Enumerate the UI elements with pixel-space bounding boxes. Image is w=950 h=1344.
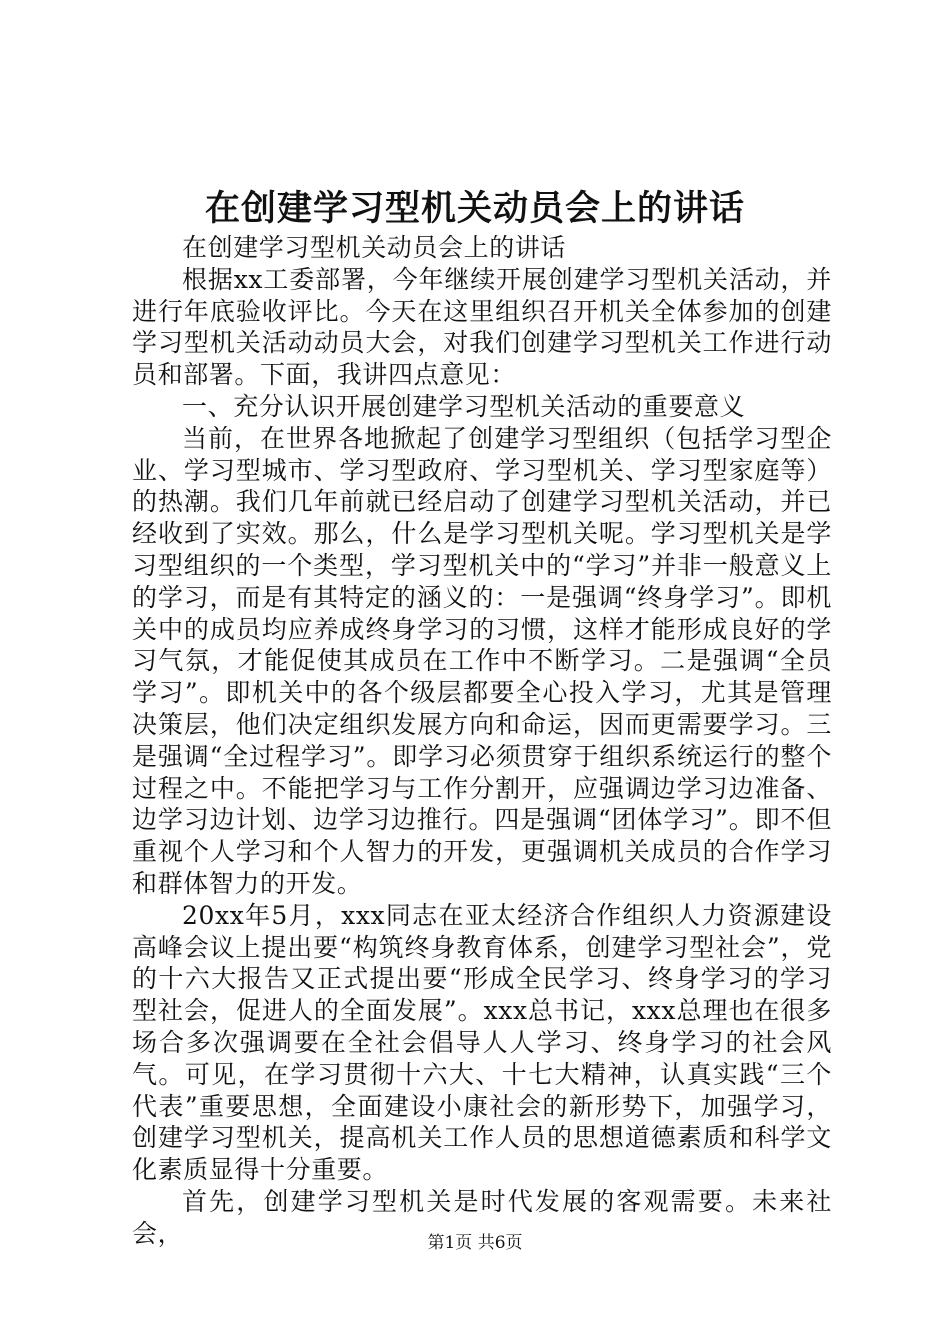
document-title: 在创建学习型机关动员会上的讲话 [204,188,745,229]
page-footer: 第1页 共6页 [427,1233,523,1253]
section-heading-1: 一、充分认识开展创建学习型机关活动的重要意义 [182,391,746,421]
paragraph-subtitle: 在创建学习型机关动员会上的讲话 [182,233,567,262]
paragraph-first-point: 首先，创建学习型机关是时代发展的客观需要。未来社会， [132,1186,832,1248]
paragraph-history: 20xx年5月，xxx同志在亚太经济合作组织人力资源建设高峰会议上提出要“构筑终身教育体系，创建学习型社会”，党的十六大报告又正式提出要“形成全民学习、终身学习的学习型社会，促进人的全面发展”。xxx总书记，xxx总理也在很多场合多次强调要在全社会倡导人人学习、终身学习的社会风气。可见，在学习贯彻十六大、十七大精神，认真实践“三个代表”重要思想，全面建设小康社会的新形势下，加强学习，创建学习型机关，提高机关工作人员的思想道德素质和科学文化素质显得十分重要。 [132,900,832,1185]
paragraph-intro: 根据xx工委部署，今年继续开展创建学习型机关活动，并进行年底验收评比。今天在这里组织召开机关全体参加的创建学习型机关活动动员大会，对我们创建学习型机关工作进行动员和部署。下面，我讲四点意见： [132,264,832,390]
document-body [132,232,832,1250]
paragraph-learning-organization: 当前，在世界各地掀起了创建学习型组织（包括学习型企业、学习型城市、学习型政府、学习型机关、学习型家庭等）的热潮。我们几年前就已经启动了创建学习型机关活动，并已经收到了实效。那么，什么是学习型机关呢。学习型机关是学习型组织的一个类型，学习型机关中的“学习”并非一般意义上的学习，而是有其特定的涵义的：一是强调“终身学习”。即机关中的成员均应养成终身学习的习惯，这样才能形成良好的学习气氛，才能促使其成员在工作中不断学习。二是强调“全员学习”。即机关中的各个级层都要全心投入学习，尤其是管理决策层，他们决定组织发展方向和命运，因而更需要学习。三是强调“全过程学习”。即学习必须贯穿于组织系统运行的整个过程之中。不能把学习与工作分割开，应强调边学习边准备、边学习边计划、边学习边推行。四是强调“团体学习”。即不但重视个人学习和个人智力的开发，更强调机关成员的合作学习和群体智力的开发。 [132,423,832,898]
